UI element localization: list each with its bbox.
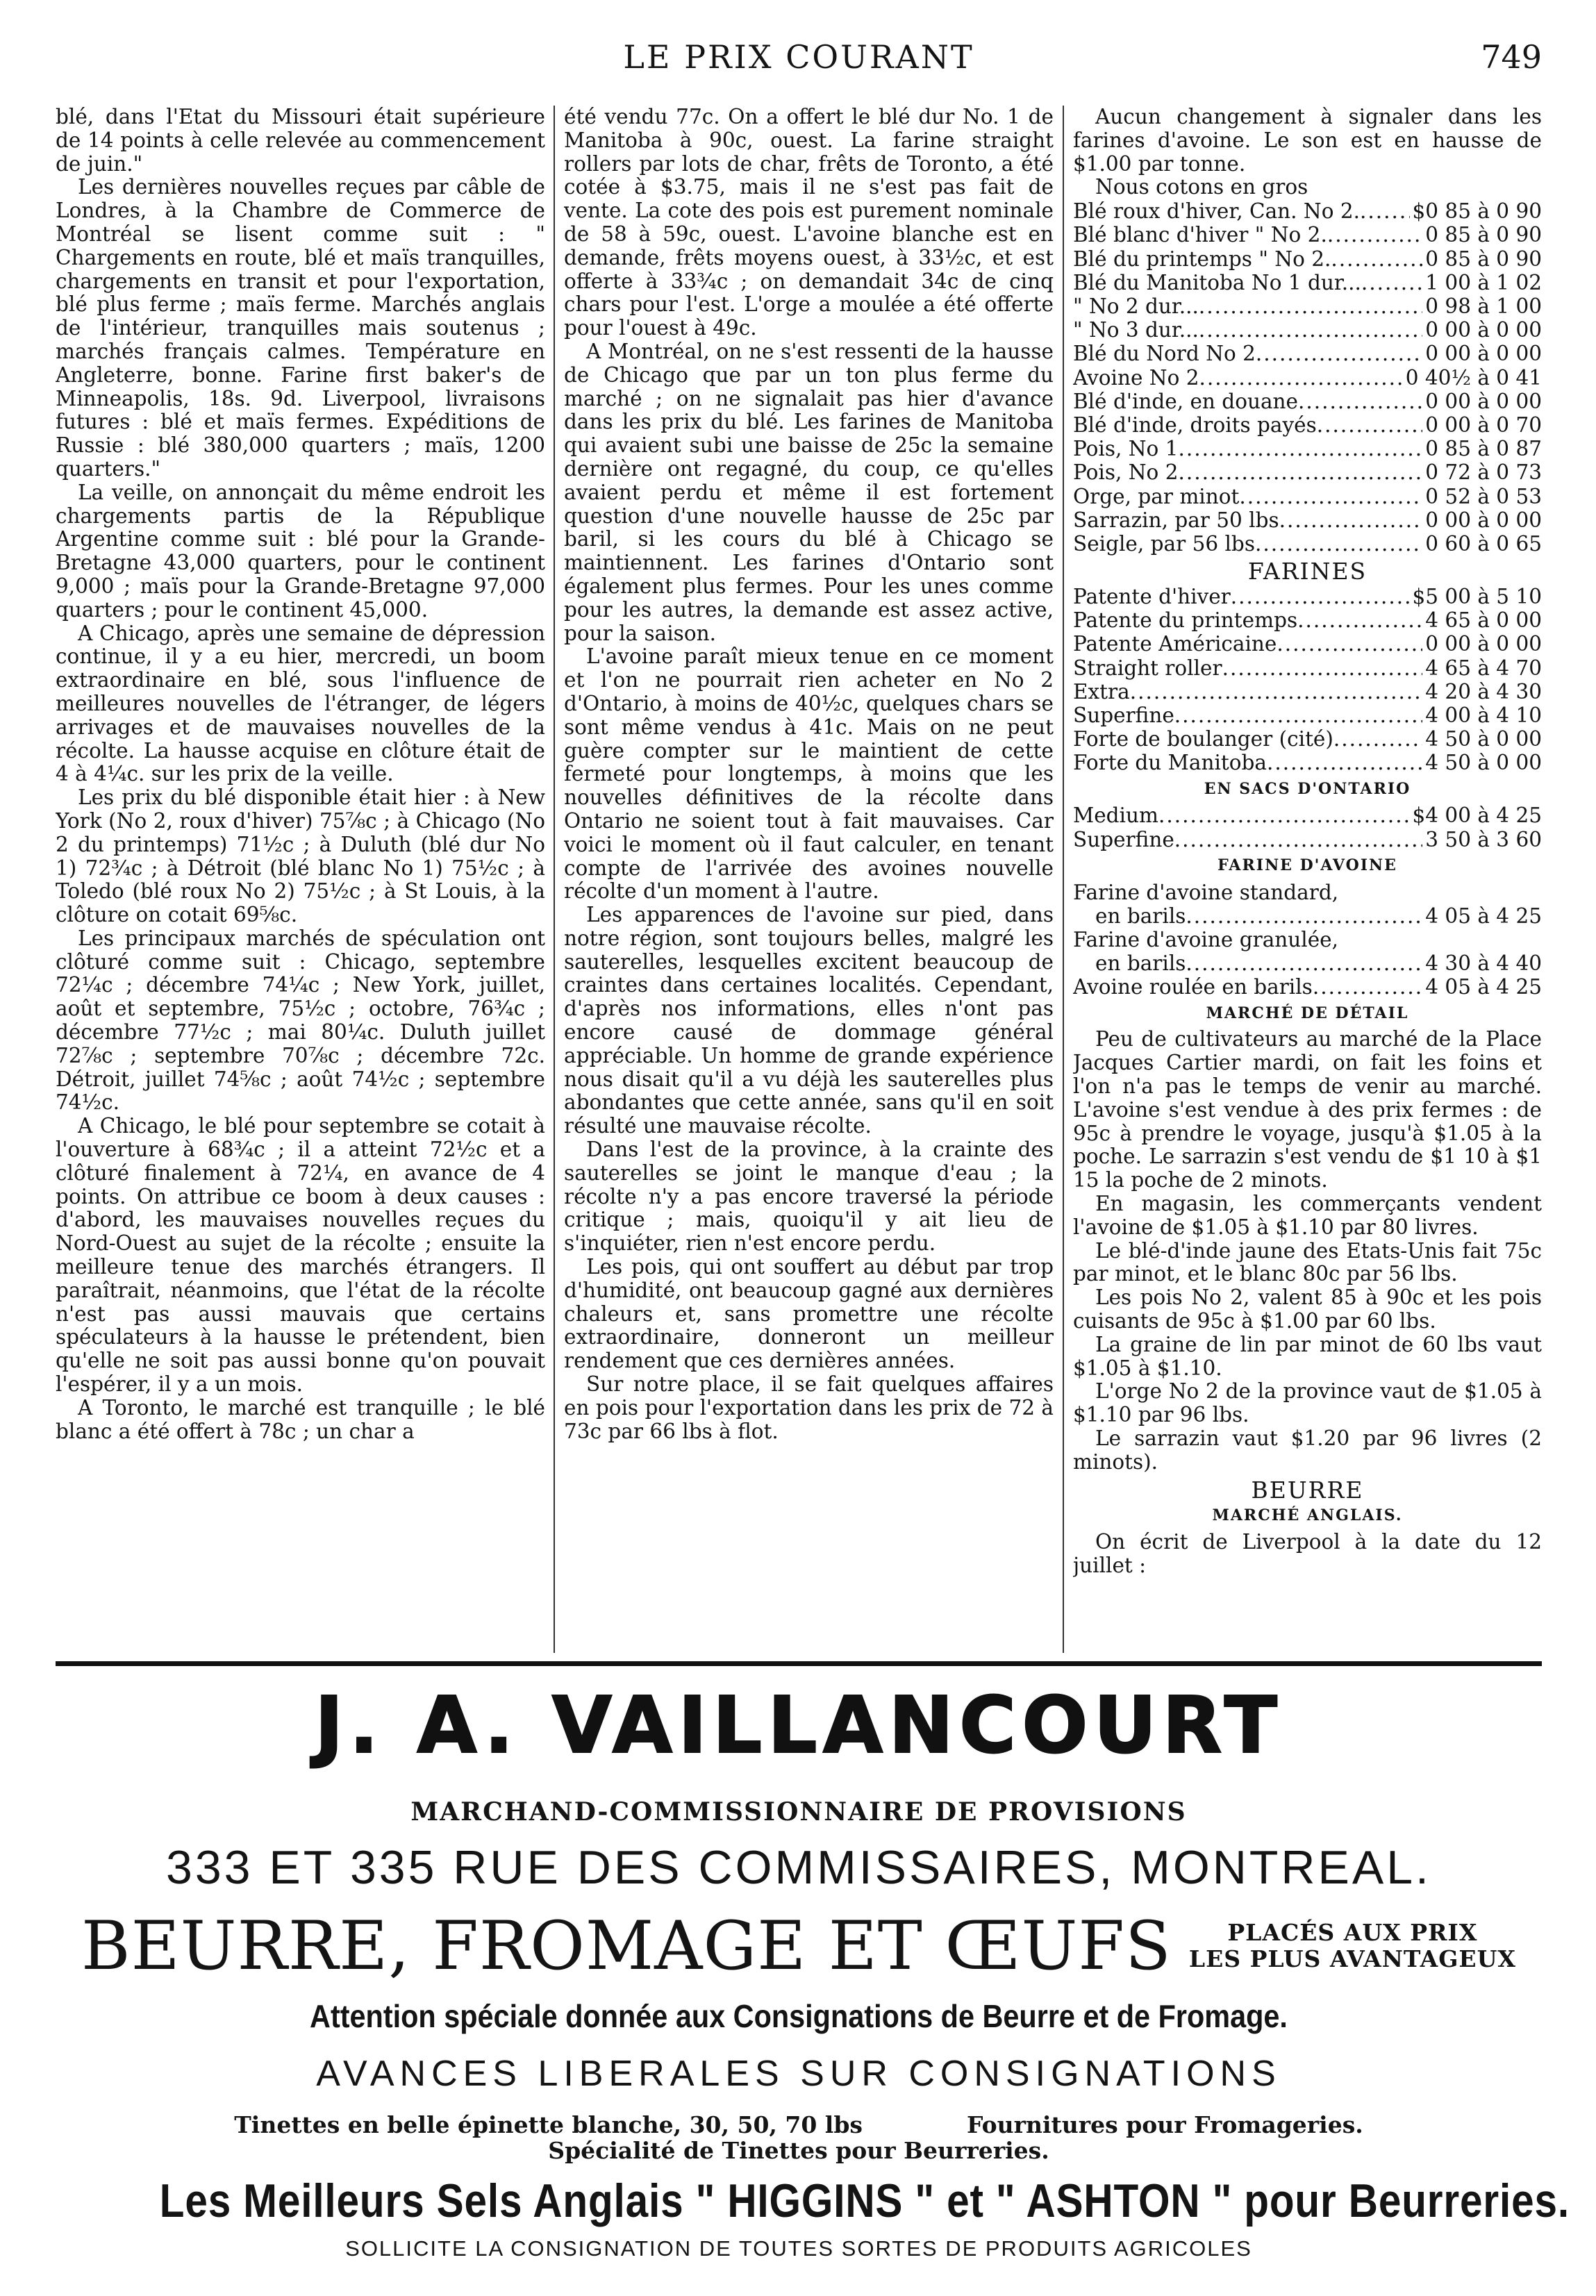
price-row: [1073, 413, 1542, 437]
price-value: 4 05 à 4 25: [1425, 904, 1542, 928]
paragraph: L'orge No 2 de la province vaut de $1.05 à $1.10 par 96 lbs.: [1073, 1379, 1542, 1427]
paragraph: Les pois, qui ont souffert au début par trop d'humidité, ont beaucoup gagné aux dernières chaleurs et, sans promettre une récolte extraordinaire, donneront un meilleur rendement que ces dernières années.: [564, 1255, 1054, 1373]
dot-leader: [1331, 247, 1422, 271]
dot-leader: [1256, 342, 1422, 365]
section-subheading: MARCHÉ DE DÉTAIL: [1206, 1004, 1409, 1022]
price-label: Farine d'avoine granulée,: [1073, 928, 1339, 952]
sollicite-line: SOLLICITE LA CONSIGNATION DE TOUTES SORTES DE PRODUITS AGRICOLES: [345, 2236, 1252, 2261]
price-value: 4 00 à 4 10: [1425, 704, 1542, 728]
grain-price-list: [1073, 199, 1542, 556]
price-label: Forte du Manitoba: [1073, 751, 1267, 775]
placed-line-2: LES PLUS AVANTAGEUX: [1188, 1945, 1516, 1972]
price-value: 0 85 à 0 87: [1425, 437, 1542, 461]
price-value: 0 52 à 0 53: [1425, 484, 1542, 508]
price-row: [1073, 680, 1542, 704]
price-label: Blé blanc d'hiver " No 2.: [1073, 223, 1327, 247]
price-row: [1073, 585, 1542, 608]
dot-leader: [1327, 223, 1422, 247]
price-row: [1073, 318, 1542, 342]
price-label: Blé du printemps " No 2.: [1073, 247, 1331, 271]
page-header: [56, 38, 1542, 87]
price-label: Orge, par minot: [1073, 484, 1240, 508]
dot-leader: [1231, 585, 1410, 608]
sels-line: Les Meilleurs Sels Anglais " HIGGINS " et " ASHTON " pour Beurreries.: [159, 2174, 1570, 2227]
price-row: [1073, 828, 1542, 851]
price-row: [1073, 437, 1542, 460]
paragraph: La veille, on annonçait du même endroit les chargements partis de la République Argentine comme suit : blé pour la Grande-Bretagne 43,000 quarters, pour le continent 9,000 ; maïs pour la Grande-Bretagne 97,000 quarters ; pour le continent 45,000.: [56, 480, 545, 622]
paragraph: Aucun changement à signaler dans les farines d'avoine. Le son est en hausse de $1.00 par tonne.: [1073, 106, 1542, 176]
price-row: [1073, 608, 1542, 632]
dot-leader: [1199, 294, 1422, 318]
tinettes-text: Tinettes en belle épinette blanche, 30, 50, 70 lbs: [234, 2111, 863, 2138]
paragraph: Sur notre place, il se fait quelques affaires en pois pour l'exportation dans les prix de 72 à 73c par 66 lbs à flot.: [564, 1372, 1054, 1443]
price-label: " No 2 dur...: [1073, 294, 1199, 318]
price-label: Pois, No 2: [1073, 460, 1179, 485]
bag-price-list: [1073, 804, 1542, 851]
price-value: 0 00 à 0 00: [1425, 342, 1542, 366]
paragraph: Le blé-d'inde jaune des Etats-Unis fait 75c par minot, et le blanc 80c par 56 lbs.: [1073, 1238, 1542, 1286]
price-row: [1073, 366, 1542, 390]
dot-leader: [1174, 704, 1422, 727]
price-label: Sarrazin, par 50 lbs: [1073, 508, 1279, 532]
dot-leader: [1239, 485, 1422, 508]
price-row: [1073, 804, 1542, 827]
price-value: 0 00 à 0 70: [1425, 413, 1542, 438]
page-number: 749: [1481, 38, 1542, 76]
paragraph: blé, dans l'Etat du Missouri était supérieure de 14 points à celle relevée au commencement de juin.": [56, 106, 545, 176]
price-value: 4 30 à 4 40: [1425, 951, 1542, 976]
price-value: 0 72 à 0 73: [1425, 460, 1542, 485]
dot-leader: [1174, 828, 1422, 851]
price-label: Superfine: [1073, 704, 1174, 728]
dot-leader: [1158, 804, 1410, 827]
advertiser-address: 333 ET 335 RUE DES COMMISSAIRES, MONTREAL.: [166, 1841, 1431, 1894]
price-row: [1073, 460, 1542, 484]
column-middle: [564, 106, 1054, 1653]
section-subheading: FARINE D'AVOINE: [1217, 856, 1397, 874]
dot-leader: [1178, 437, 1422, 460]
paragraph: Les principaux marchés de spéculation ont clôturé comme suit : Chicago, septembre 72¼c ; décembre 74¼c ; New York, juillet, août et septembre, 75½c ; octobre, 76¾c ; décembre 77½c ; mai 80¼c. Duluth juillet 72⅞c ; septembre 70⅞c ; décembre 72c. Détroit, juillet 74⅝c ; août 74½c ; septembre 74½c.: [56, 926, 545, 1115]
price-label: " No 3 dur...: [1073, 318, 1199, 342]
price-row: [1073, 532, 1542, 556]
price-label: Patente du printemps: [1073, 608, 1298, 633]
gros-heading: Nous cotons en gros: [1095, 175, 1308, 199]
price-row: [1073, 881, 1542, 904]
column-right: [1073, 106, 1542, 1653]
paragraph: Les dernières nouvelles reçues par câble de Londres, à la Chambre de Commerce de Montréal se lisent comme suit : " Chargements en route, blé et maïs tranquilles, chargements en transit et pour l'exportation, blé plus ferme ; maïs ferme. Marchés anglais de l'intérieur, tranquilles mais soutenus ; marchés français calmes. Température en Angleterre, bonne. Farine first baker's de Minneapolis, 18s. 9d. Liverpool, livraisons futures : blé et maïs fermes. Expéditions de Russie : blé 380,000 quarters ; maïs, 1200 quarters.": [56, 175, 545, 481]
products-line: [56, 1907, 1542, 1985]
tinettes-line: [56, 2111, 1542, 2138]
dot-leader: [1277, 632, 1422, 656]
dot-leader: [1199, 366, 1403, 390]
price-value: 4 20 à 4 30: [1425, 679, 1542, 704]
price-value: 4 05 à 4 25: [1425, 975, 1542, 999]
price-row: [1073, 485, 1542, 508]
price-row: [1073, 271, 1542, 294]
article-columns: [56, 106, 1542, 1653]
advertiser-name: J. A. VAILLANCOURT: [314, 1681, 1283, 1771]
price-row: [1073, 727, 1542, 751]
dot-leader: [1313, 975, 1422, 999]
price-label: en barils: [1095, 904, 1186, 928]
price-label: Patente Américaine: [1073, 632, 1277, 656]
dot-leader: [1267, 751, 1422, 774]
dot-leader: [1199, 318, 1422, 342]
price-label: Seigle, par 56 lbs: [1073, 532, 1255, 556]
price-row: [1073, 704, 1542, 727]
price-label: Patente d'hiver: [1073, 585, 1231, 609]
price-label: Blé du Manitoba No 1 dur...: [1073, 270, 1361, 294]
price-value: 0 98 à 1 00: [1425, 294, 1542, 318]
section-heading: BEURRE: [1251, 1476, 1364, 1504]
paragraph: été vendu 77c. On a offert le blé dur No. 1 de Manitoba à 90c, ouest. La farine straight rollers par lots de char, frêts de Toronto, a été cotée à $3.75, mais il ne s'est pas fait de vente. La cote des pois est purement nominale de 58 à 59c, ouest. L'avoine blanche est en demande, frêts moyens ouest, à 33½c, et est offerte à 33¾c ; on demandait 34c de cinq chars pour l'est. L'orge a moulée a été offerte pour l'ouest à 49c.: [564, 106, 1054, 340]
dot-leader: [1297, 608, 1422, 632]
paragraph: Le sarrazin vaut $1.20 par 96 livres (2 minots).: [1073, 1426, 1542, 1474]
price-label: Blé roux d'hiver, Can. No 2.: [1073, 199, 1360, 224]
price-label: Farine d'avoine standard,: [1073, 880, 1339, 904]
price-value: 0 85 à 0 90: [1425, 223, 1542, 247]
price-value: 0 00 à 0 00: [1425, 389, 1542, 413]
fournitures-text: Fournitures pour Fromageries.: [966, 2111, 1363, 2138]
column-left: [56, 106, 545, 1653]
column-divider: [554, 106, 555, 1653]
price-value: $0 85 à 0 90: [1412, 199, 1542, 224]
price-row: [1073, 390, 1542, 413]
price-value: 4 50 à 0 00: [1425, 751, 1542, 775]
page-title: LE PRIX COURANT: [623, 38, 974, 76]
price-value: $5 00 à 5 10: [1412, 585, 1542, 609]
paragraph: Dans l'est de la province, à la crainte des sauterelles se joint le manque d'eau ; la récolte n'y a pas encore traversé la période critique ; mais, quoiqu'il y ait lieu de s'inquiéter, rien n'est encore perdu.: [564, 1138, 1054, 1256]
avances-line: AVANCES LIBERALES SUR CONSIGNATIONS: [316, 2054, 1281, 2094]
price-row: [1073, 632, 1542, 656]
price-label: Avoine No 2: [1073, 365, 1199, 390]
dot-leader: [1361, 271, 1422, 294]
price-row: [1073, 342, 1542, 365]
price-value: $4 00 à 4 25: [1412, 804, 1542, 828]
price-row: [1073, 751, 1542, 774]
price-label: Medium: [1073, 804, 1158, 828]
price-value: 3 50 à 3 60: [1425, 827, 1542, 851]
price-row: [1073, 247, 1542, 271]
placed-line-1: PLACÉS AUX PRIX: [1227, 1919, 1478, 1946]
price-label: Forte de boulanger (cité): [1073, 727, 1333, 751]
price-label: Avoine roulée en barils: [1073, 975, 1313, 999]
price-value: 0 00 à 0 00: [1425, 508, 1542, 532]
paragraph: A Toronto, le marché est tranquille ; le blé blanc a été offert à 78c ; un char a: [56, 1395, 545, 1443]
section-subheading: EN SACS D'ONTARIO: [1204, 779, 1411, 798]
advertiser-subtitle: MARCHAND-COMMISSIONNAIRE DE PROVISIONS: [410, 1797, 1187, 1827]
placed-note: [1189, 1920, 1516, 1972]
price-label: Blé du Nord No 2: [1073, 342, 1256, 366]
paragraph: A Chicago, après une semaine de dépression continue, il y a eu hier, mercredi, un boom extraordinaire en blé, sous l'influence de meilleures nouvelles de l'étranger, de légers arrivages et de mauvaises nouvelles de la récolte. La hausse acquise en clôture était de 4 à 4¼c. sur les prix de la veille.: [56, 621, 545, 786]
dot-leader: [1333, 727, 1422, 751]
paragraph: Peu de cultivateurs au marché de la Place Jacques Cartier mardi, on fait les foins et l'on n'a pas le temps de venir au marché. L'avoine s'est vendue à des prix fermes : de 95c à prendre le voyage, jusqu'à $1.05 à la poche. Le sarrazin s'est vendu de $1 10 à $1 15 la poche de 2 minots.: [1073, 1027, 1542, 1192]
paragraph: Les pois No 2, valent 85 à 90c et les pois cuisants de 95c à $1.00 par 60 lbs.: [1073, 1286, 1542, 1333]
price-row: [1073, 928, 1542, 951]
paragraph: Les apparences de l'avoine sur pied, dans notre région, sont toujours belles, malgré les sauterelles, lesquelles excitent beaucoup de craintes dans certaines localités. Cependant, d'après nos informations, elles n'ont pas encore causé de dommage général appréciable. Un homme de grande expérience nous disait qu'il a vu déjà les sauterelles plus abondantes que cette année, sans qu'il en soit résulté une mauvaise récolte.: [564, 903, 1054, 1138]
paragraph: A Montréal, on ne s'est ressenti de la hausse de Chicago que par un ton plus ferme du marché ; on ne signalait pas hier d'avance dans les prix du blé. Les farines de Manitoba qui avaient subi une baisse de 25c la semaine dernière ont regagné, du coup, ce qu'elles avaient perdu et même il est fortement question d'une nouvelle hausse de 25c par baril, si les cours du blé à Chicago se maintiennent. Les farines d'Ontario sont également plus fermes. Pour les unes comme pour les autres, la demande est assez active, pour la saison.: [564, 339, 1054, 645]
price-label: Pois, No 1: [1073, 437, 1179, 461]
dot-leader: [1317, 413, 1423, 437]
price-label: Blé d'inde, en douane: [1073, 389, 1298, 413]
price-value: 1 00 à 1 02: [1425, 270, 1542, 294]
price-value: 0 00 à 0 00: [1425, 318, 1542, 342]
products-heading: BEURRE, FROMAGE ET ŒUFS: [81, 1907, 1172, 1985]
section-subheading: MARCHÉ ANGLAIS.: [1212, 1506, 1403, 1525]
price-value: 4 50 à 0 00: [1425, 727, 1542, 751]
specialite-line: Spécialité de Tinettes pour Beurreries.: [548, 2137, 1049, 2164]
price-row: [1073, 508, 1542, 532]
price-row: [1073, 904, 1542, 928]
price-value: 0 40½ à 0 41: [1405, 365, 1542, 390]
price-value: 4 65 à 4 70: [1425, 656, 1542, 680]
price-row: [1073, 223, 1542, 247]
price-value: 0 85 à 0 90: [1425, 247, 1542, 271]
section-heading: FARINES: [1247, 558, 1368, 585]
price-row: [1073, 975, 1542, 999]
price-row: [1073, 951, 1542, 975]
flour-price-list: [1073, 585, 1542, 775]
separator-rule: [56, 1661, 1542, 1666]
price-row: [1073, 199, 1542, 223]
dot-leader: [1279, 508, 1423, 532]
dot-leader: [1186, 904, 1422, 928]
price-value: 0 00 à 0 00: [1425, 632, 1542, 656]
dot-leader: [1186, 951, 1422, 975]
paragraph: En magasin, les commerçants vendent l'avoine de $1.05 à $1.10 par 80 livres.: [1073, 1192, 1542, 1239]
price-value: 4 65 à 0 00: [1425, 608, 1542, 633]
dot-leader: [1298, 390, 1422, 413]
price-label: Straight roller: [1073, 656, 1222, 680]
paragraph: Les prix du blé disponible était hier : à New York (No 2, roux d'hiver) 75⅞c ; à Chicago (No 2 du printemps) 71½c ; à Duluth (blé dur No 1) 72¾c ; à Détroit (blé blanc No 1) 75½c ; à Toledo (blé roux No 2) 75½c ; à St Louis, à la clôture on cotait 69⅝c.: [56, 785, 545, 927]
attention-line: Attention spéciale donnée aux Consignations de Beurre et de Fromage.: [310, 1998, 1288, 2034]
advertisement: [56, 1674, 1570, 2271]
dot-leader: [1130, 680, 1423, 704]
price-label: Extra: [1073, 679, 1130, 704]
paragraph: On écrit de Liverpool à la date du 12 juillet :: [1073, 1530, 1542, 1577]
price-row: [1073, 656, 1542, 680]
paragraph: La graine de lin par minot de 60 lbs vaut $1.05 à $1.10.: [1073, 1332, 1542, 1380]
price-label: Blé d'inde, droits payés: [1073, 413, 1317, 438]
price-label: en barils: [1095, 951, 1186, 976]
dot-leader: [1360, 199, 1410, 223]
dot-leader: [1222, 656, 1423, 680]
paragraph: A Chicago, le blé pour septembre se cotait à l'ouverture à 68¾c ; il a atteint 72½c et a clôturé finalement à 72¼, en avance de 4 points. On attribue ce boom à deux causes : d'abord, les mauvaises nouvelles reçues du Nord-Ouest au sujet de la récolte ; ensuite la meilleure tenue des marchés étrangers. Il paraîtrait, néanmoins, que l'état de la récolte n'est pas aussi mauvais que certains spéculateurs à la hausse le prétendent, bien qu'elle ne soit pas aussi bonne qu'on pouvait l'espérer, il y a un mois.: [56, 1114, 545, 1397]
column-divider: [1063, 106, 1064, 1653]
dot-leader: [1178, 460, 1422, 484]
paragraph: L'avoine paraît mieux tenue en ce moment et l'on ne pourrait rien acheter en No 2 d'Ontario, à moins de 40½c, quelques chars se sont même vendus à 41c. Mais on ne peut guère compter sur le maintient de cette fermeté pour longtemps, à moins que les nouvelles définitives de la récolte dans Ontario ne soient tout à fait mauvaises. Car voici le moment où il faut calculer, en tenant compte de l'arrivée des avoines nouvelle récolte d'un moment à l'autre.: [564, 644, 1054, 904]
price-label: Superfine: [1073, 827, 1174, 851]
dot-leader: [1255, 532, 1422, 556]
price-value: 0 60 à 0 65: [1425, 532, 1542, 556]
price-row: [1073, 294, 1542, 318]
